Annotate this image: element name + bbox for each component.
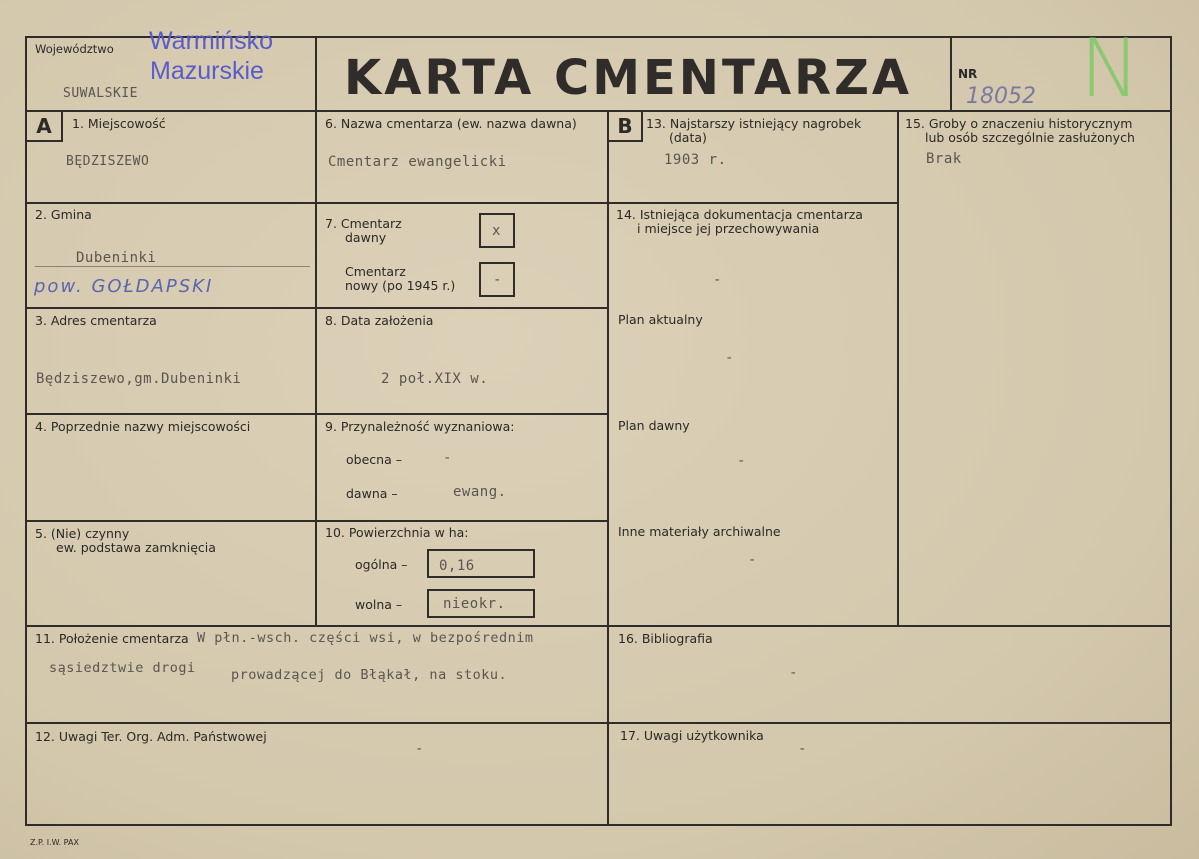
field-3-value: Będziszewo,gm.Dubeninki xyxy=(36,371,242,387)
field-7-old-checkbox[interactable] xyxy=(479,213,515,248)
plan-old-value: - xyxy=(737,453,746,469)
field-10-free-label: wolna – xyxy=(355,597,403,612)
field-11-value-1: W płn.-wsch. części wsi, w bezpośrednim xyxy=(197,630,534,646)
field-8-label: 8. Data założenia xyxy=(325,313,434,328)
field-13-label-2: (data) xyxy=(669,130,707,145)
field-7-new-label-2: nowy (po 1945 r.) xyxy=(345,278,456,293)
field-9-current-value: - xyxy=(443,450,452,466)
field-16-value: - xyxy=(789,665,798,681)
field-16-label: 16. Bibliografia xyxy=(618,631,713,646)
field-7-new-value: - xyxy=(493,272,502,288)
stamp-line1: Warmińsko xyxy=(149,27,274,55)
field-2-underline xyxy=(35,266,310,267)
field-13-value: 1903 r. xyxy=(664,152,727,168)
nr-label: NR xyxy=(958,67,978,81)
plan-old-label: Plan dawny xyxy=(618,418,690,433)
section-a-marker: A xyxy=(25,110,63,142)
field-10-free-box[interactable] xyxy=(427,589,535,618)
field-8-value: 2 poł.XIX w. xyxy=(381,371,489,387)
field-15-value: Brak xyxy=(926,151,962,167)
field-17-label: 17. Uwagi użytkownika xyxy=(620,728,764,743)
field-11-value-2b: prowadzącej do Błąkał, na stoku. xyxy=(231,667,508,683)
field-17-value: - xyxy=(798,741,807,757)
field-7-old-value: x xyxy=(492,223,501,239)
plan-current-label: Plan aktualny xyxy=(618,312,703,327)
printer-mark: Z.P. I.W. PAX xyxy=(30,838,79,847)
field-15-label-2: lub osób szczególnie zasłużonych xyxy=(925,130,1135,145)
field-15-cell xyxy=(897,110,1172,627)
field-10-total-label: ogólna – xyxy=(355,557,408,572)
field-6-value: Cmentarz ewangelicki xyxy=(328,154,507,170)
plan-current-value: - xyxy=(725,350,734,366)
field-15-label-1: 15. Groby o znaczeniu historycznym xyxy=(905,116,1133,131)
field-5-label-1: 5. (Nie) czynny xyxy=(35,526,130,541)
field-5-label-2: ew. podstawa zamknięcia xyxy=(56,540,216,555)
field-3-label: 3. Adres cmentarza xyxy=(35,313,157,328)
field-11-value-2a: sąsiedztwie drogi xyxy=(49,660,196,676)
field-14-value: - xyxy=(713,272,722,288)
field-4-label: 4. Poprzednie nazwy miejscowości xyxy=(35,419,251,434)
field-9-former-label: dawna – xyxy=(346,486,398,501)
field-1-label: 1. Miejscowość xyxy=(72,116,166,131)
other-materials-value: - xyxy=(748,552,757,568)
field-2-value: Dubeninki xyxy=(76,250,157,266)
field-10-label: 10. Powierzchnia w ha: xyxy=(325,525,469,540)
field-12-label: 12. Uwagi Ter. Org. Adm. Państwowej xyxy=(35,729,267,744)
stamp-line2: Mazurskie xyxy=(150,57,264,85)
field-10-total-value: 0,16 xyxy=(439,558,475,574)
field-9-label: 9. Przynależność wyznaniowa: xyxy=(325,419,515,434)
field-10-total-box[interactable] xyxy=(427,549,535,578)
green-mark: N xyxy=(1080,22,1140,115)
field-7-new-label-1: Cmentarz xyxy=(345,264,406,279)
wojewodztwo-label: Województwo xyxy=(35,42,114,56)
wojewodztwo-value: SUWALSKIE xyxy=(63,86,138,101)
field-14-label-2: i miejsce jej przechowywania xyxy=(637,221,820,236)
field-12-value: - xyxy=(415,741,424,757)
field-2-powiat: pow. GOŁDAPSKI xyxy=(34,276,214,297)
field-9-current-label: obecna – xyxy=(346,452,402,467)
section-b-marker: B xyxy=(607,110,643,142)
other-materials-label: Inne materiały archiwalne xyxy=(618,524,781,539)
field-6-label: 6. Nazwa cmentarza (ew. nazwa dawna) xyxy=(325,116,577,131)
field-13-label-1: 13. Najstarszy istniejący nagrobek xyxy=(646,116,862,131)
field-1-value: BĘDZISZEWO xyxy=(66,154,150,169)
page-title: KARTA CMENTARZA xyxy=(344,50,913,106)
field-7-old-label-1: 7. Cmentarz xyxy=(325,216,402,231)
field-9-former-value: ewang. xyxy=(453,484,507,500)
field-11-label: 11. Położenie cmentarza xyxy=(35,631,189,646)
field-10-free-value: nieokr. xyxy=(443,596,506,612)
field-7-old-label-2: dawny xyxy=(345,230,387,245)
field-2-label: 2. Gmina xyxy=(35,207,92,222)
field-14-label-1: 14. Istniejąca dokumentacja cmentarza xyxy=(616,207,863,222)
nr-value: 18052 xyxy=(966,84,1036,109)
field-7-new-checkbox[interactable] xyxy=(479,262,515,297)
